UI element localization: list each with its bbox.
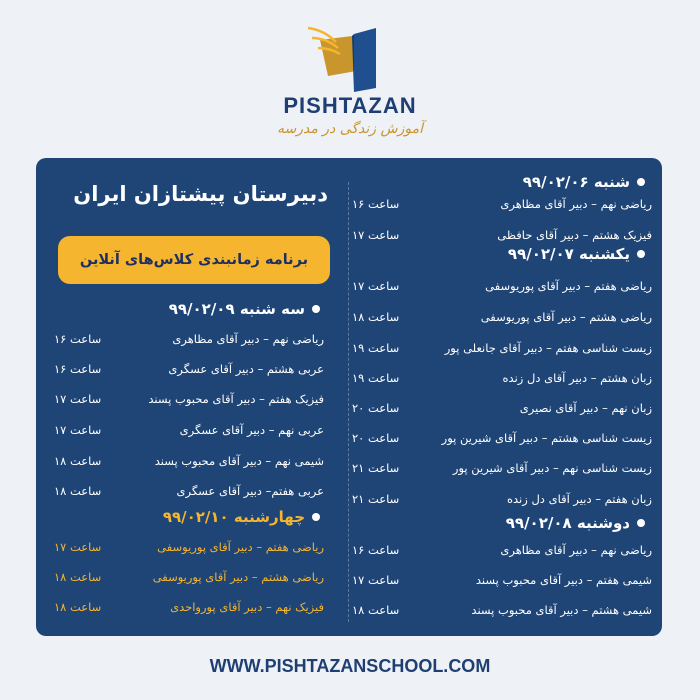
class-name: زیست شناسی نهم – دبیر آقای شیرین پور	[452, 461, 652, 475]
class-time: ساعت ۱۷	[352, 279, 400, 293]
class-name: زیست شناسی هشتم – دبیر آقای شیرین پور	[441, 431, 652, 445]
class-row	[352, 600, 652, 620]
class-name: شیمی هفتم – دبیر آقای محبوب پسند	[475, 573, 652, 587]
class-row	[352, 194, 652, 214]
class-row	[54, 329, 324, 349]
website-url: WWW.PISHTAZANSCHOOL.COM	[209, 656, 491, 676]
day-title: شنبه ۹۹/۰۲/۰۶	[522, 173, 630, 191]
day-title: یکشنبه ۹۹/۰۲/۰۷	[507, 245, 630, 263]
class-name: فیزیک هشتم – دبیر آقای حافظی	[497, 228, 652, 242]
class-time: ساعت ۱۶	[54, 332, 102, 346]
class-time: ساعت ۱۸	[54, 454, 102, 468]
class-name: ریاضی هفتم – دبیر آقای پوریوسفی	[157, 540, 324, 554]
day-heading-sunday	[508, 245, 645, 263]
class-name: زبان هشتم – دبیر آقای دل زنده	[502, 371, 652, 385]
bullet-icon	[312, 513, 320, 521]
class-name: ریاضی نهم – دبیر آقای مظاهری	[500, 543, 652, 557]
class-time: ساعت ۱۸	[352, 603, 400, 617]
bullet-icon	[637, 250, 645, 258]
class-time: ساعت ۲۱	[352, 492, 400, 506]
class-name: عربی هشتم – دبیر آقای عسگری	[168, 362, 324, 376]
class-time: ساعت ۱۸	[54, 484, 102, 498]
class-name: ریاضی نهم – دبیر آقای مظاهری	[500, 197, 652, 211]
class-row	[54, 389, 324, 409]
class-time: ساعت ۱۶	[352, 543, 400, 557]
day-title: سه شنبه ۹۹/۰۲/۰۹	[168, 300, 305, 318]
class-name: زبان هفتم – دبیر آقای دل زنده	[506, 492, 652, 506]
class-time: ساعت ۱۸	[54, 570, 102, 584]
bullet-icon	[312, 305, 320, 313]
class-row	[54, 567, 324, 587]
class-time: ساعت ۱۷	[54, 423, 102, 437]
class-name: فیزیک هفتم – دبیر آقای محبوب پسند	[148, 392, 324, 406]
book-logo-icon	[300, 18, 400, 93]
class-name: ریاضی هشتم – دبیر آقای پوریوسفی	[152, 570, 324, 584]
class-time: ساعت ۱۶	[54, 362, 102, 376]
class-time: ساعت ۱۹	[352, 341, 400, 355]
class-name: زبان نهم – دبیر آقای نصیری	[519, 401, 652, 415]
class-name: زیست شناسی هفتم – دبیر آقای جانعلی پور	[444, 341, 652, 355]
class-row	[54, 537, 324, 557]
class-name: ریاضی هشتم – دبیر آقای پوریوسفی	[480, 310, 652, 324]
class-row	[352, 338, 652, 358]
class-time: ساعت ۲۱	[352, 461, 400, 475]
class-row	[352, 458, 652, 478]
class-row	[352, 276, 652, 296]
class-row	[352, 489, 652, 509]
class-name: عربی هفتم– دبیر آقای عسگری	[176, 484, 324, 498]
class-time: ساعت ۱۸	[54, 600, 102, 614]
class-row	[352, 570, 652, 590]
brand-name: PISHTAZAN	[283, 93, 417, 118]
class-name: ریاضی هفتم – دبیر آقای پوریوسفی	[485, 279, 652, 293]
bullet-icon	[637, 519, 645, 527]
day-heading-tuesday	[169, 300, 320, 318]
class-row	[54, 451, 324, 471]
schedule-banner-label: برنامه زمانبندی کلاس‌های آنلاین	[79, 252, 309, 268]
class-row	[352, 398, 652, 418]
bullet-icon	[637, 178, 645, 186]
class-time: ساعت ۱۹	[352, 371, 400, 385]
class-row	[352, 307, 652, 327]
class-row	[352, 540, 652, 560]
column-divider	[348, 182, 349, 622]
class-time: ساعت ۲۰	[352, 401, 400, 415]
class-name: شیمی نهم – دبیر آقای محبوب پسند	[154, 454, 324, 468]
class-time: ساعت ۲۰	[352, 431, 400, 445]
brand-tagline: آموزش زندگی در مدرسه	[276, 121, 423, 137]
schedule-banner	[58, 236, 330, 284]
class-row	[352, 428, 652, 448]
class-row	[352, 368, 652, 388]
class-row	[54, 481, 324, 501]
school-title: دبیرستان پیشتازان ایران	[73, 182, 328, 206]
class-name: فیزیک نهم – دبیر آقای پورواحدی	[170, 600, 324, 614]
day-title: دوشنبه ۹۹/۰۲/۰۸	[505, 514, 630, 532]
class-row	[54, 420, 324, 440]
class-row	[54, 597, 324, 617]
day-heading-monday	[506, 514, 645, 532]
day-title: چهارشنبه ۹۹/۰۲/۱۰	[162, 508, 305, 526]
class-row	[352, 225, 652, 245]
class-name: شیمی هشتم – دبیر آقای محبوب پسند	[471, 603, 652, 617]
class-time: ساعت ۱۷	[352, 573, 400, 587]
class-name: عربی نهم – دبیر آقای عسگری	[179, 423, 324, 437]
class-name: ریاضی نهم – دبیر آقای مظاهری	[172, 332, 324, 346]
class-time: ساعت ۱۸	[352, 310, 400, 324]
class-time: ساعت ۱۷	[352, 228, 400, 242]
day-heading-saturday	[523, 173, 645, 191]
class-time: ساعت ۱۷	[54, 540, 102, 554]
class-time: ساعت ۱۶	[352, 197, 400, 211]
day-heading-wednesday	[163, 508, 320, 526]
class-time: ساعت ۱۷	[54, 392, 102, 406]
class-row	[54, 359, 324, 379]
